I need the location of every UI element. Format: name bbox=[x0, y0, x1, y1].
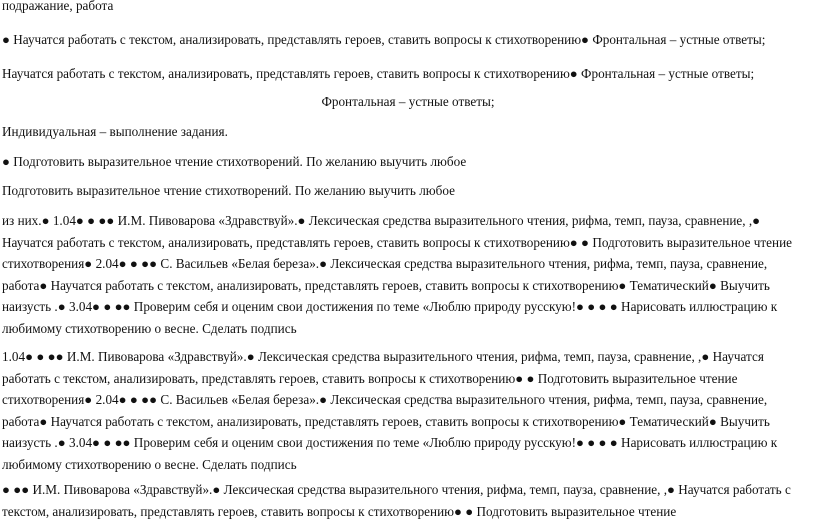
text-line-5: Индивидуальная – выполнение задания. bbox=[2, 124, 228, 139]
text-paragraph-3: ● ●● И.М. Пивоварова «Здравствуй».● Лексическая средства выразительного чтения, рифма, темп, пауза, сравнение, ,● Научатся работать с текстом, анализировать, представлять героев, ставить вопросы к стихотворению● ● Подготовить выразительное чтение bbox=[2, 482, 791, 519]
text-line-4: Фронтальная – устные ответы; bbox=[321, 94, 495, 109]
text-line-6: ● Подготовить выразительное чтение стихотворений. По желанию выучить любое bbox=[2, 154, 467, 169]
text-line-3: Научатся работать с текстом, анализировать, представлять героев, ставить вопросы к стихотворению● Фронтальная – устные ответы; bbox=[2, 66, 755, 81]
text-line-1: подражание, работа bbox=[2, 0, 114, 13]
text-paragraph-2: 1.04● ● ●● И.М. Пивоварова «Здравствуй».● Лексическая средства выразительного чтения, рифма, темп, пауза, сравнение, ,● Научатся работать с текстом, анализировать, представлять героев, ставить вопросы к стихотворению● ● Подготовить выразительное чтение стихотворения● 2.04● ● ●● С. Васильев «Белая береза».● Лексическая средства выразительного чтения, рифма, темп, пауза, сравнение, работа● Научатся работать с текстом, анализировать, представлять героев, ставить вопросы к стихотворению● Тематический● Выучить наизусть .● 3.04● ● ●● Проверим себя и оценим свои достижения по теме «Люблю природу русскую!● ● ● ● Нарисовать иллюстрацию к любимому стихотворению о весне. Сделать подпись bbox=[2, 349, 778, 472]
text-paragraph-1: из них.● 1.04● ● ●● И.М. Пивоварова «Здравствуй».● Лексическая средства выразительного чтения, рифма, темп, пауза, сравнение, ,● Научатся работать с текстом, анализировать, представлять героев, ставить вопросы к стихотворению● ● Подготовить выразительное чтение стихотворения● 2.04● ● ●● С. Васильев «Белая береза».● Лексическая средства выразительного чтения, рифма, темп, пауза, сравнение, работа● Научатся работать с текстом, анализировать, представлять героев, ставить вопросы к стихотворению● Тематический● Выучить наизусть .● 3.04● ● ●● Проверим себя и оценим свои достижения по теме «Люблю природу русскую!● ● ● ● Нарисовать иллюстрацию к любимому стихотворению о весне. Сделать подпись bbox=[2, 213, 793, 336]
text-line-2: ● Научатся работать с текстом, анализировать, представлять героев, ставить вопросы к стихотворению● Фронтальная – устные ответы; bbox=[2, 32, 766, 47]
text-line-7: Подготовить выразительное чтение стихотворений. По желанию выучить любое bbox=[2, 183, 455, 198]
